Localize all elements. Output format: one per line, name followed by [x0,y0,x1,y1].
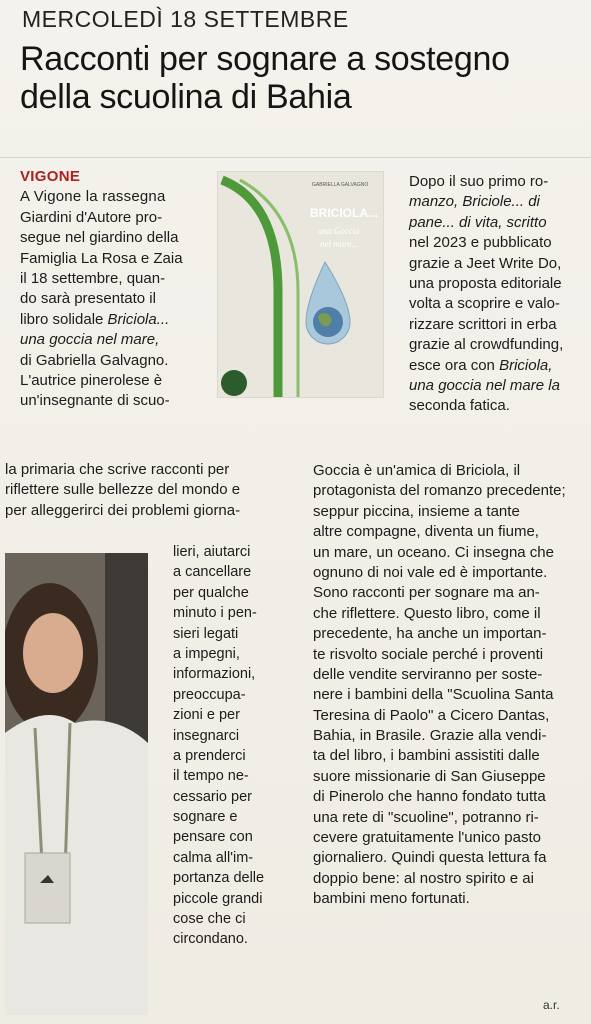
text-line: suore missionarie di San Giuseppe [313,767,546,785]
article-narrow-column [173,542,264,950]
text-line: seppur piccina, insieme a tante [313,502,520,520]
text-line: delle vendite serviranno per soste- [313,665,543,683]
text-line: una proposta editoriale [409,274,562,292]
text-line: preoccupa- [173,686,246,703]
text-line: cevere gratuitamente l'unico pasto [313,829,541,847]
text-line: un'insegnante di scuo- [20,392,170,410]
text-line: pane... di vita, scritto [409,213,547,231]
text-line: nere i bambini della "Scuolina Santa [313,686,554,704]
text-line: piccole grandi [173,890,263,907]
text-line: esce ora con Briciola, [409,356,553,374]
text-line: una goccia nel mare, [20,331,160,349]
text-line: cose che ci [173,911,246,928]
dateline: MERCOLEDÌ 18 SETTEMBRE [22,6,349,32]
text-line: la primaria che scrive racconti per [5,461,230,478]
text-line: calma all'im- [173,849,254,866]
author-initials: a.r. [543,998,560,1012]
text-line: volta a scoprire e valo- [409,295,560,313]
book-cover-illustration [218,172,383,397]
text-line: un mare, un oceano. Ci insegna che [313,543,554,561]
text-line: una goccia nel mare la [409,376,560,394]
text-line: lieri, aiutarci [173,544,251,560]
text-line: il 18 settembre, quan- [20,269,166,287]
text-line: Bahia, in Brasile. Grazie alla vendi- [313,727,547,745]
text-line: rizzare scrittori in erba [409,315,557,333]
text-line: informazioni, [173,666,256,683]
text-line: seconda fatica. [409,397,510,415]
text-line: ognuno di noi vale ed è importante. [313,563,548,581]
text-line: cessario per [173,788,252,805]
text-line: Famiglia La Rosa e Zaia [20,249,183,267]
text-line: ta del libro, i bambini assistiti dalle [313,747,540,765]
header-divider [0,157,591,158]
text-line: L'autrice pinerolese è [20,371,163,389]
author-photo-illustration [5,553,148,1015]
text-line: protagonista del romanzo precedente; [313,482,566,500]
book-author: GABRIELLA GALVAGNO [312,182,369,188]
text-line: Giardini d'Autore pro- [20,208,163,226]
text-line: altre compagne, diventa un fiume, [313,523,539,541]
text-line: Dopo il suo primo ro- [409,173,549,190]
text-line: per alleggerirci dei problemi giorna- [5,501,241,519]
text-line: doppio bene: al nostro spirito e ai [313,869,534,887]
text-line: il tempo ne- [173,768,249,785]
text-line: sognare e [173,809,238,826]
text-line: precedente, ha anche un importan- [313,625,547,643]
text-line: Teresina di Paolo" a Cicero Dantas, [313,706,550,724]
text-line: do sarà presentato il [20,290,156,308]
text-line: te risvolto sociale perché i proventi [313,645,544,663]
text-line: bambini meno fortunati. [313,890,470,908]
article-wide-lines [5,460,240,521]
text-line: pensare con [173,829,253,846]
book-cover-image [218,172,383,397]
text-line: circondano. [173,931,248,948]
article-column-1 [20,167,183,412]
text-line: a impegni, [173,645,240,662]
headline-line-2: della scuolina di Bahia [20,78,352,116]
text-line: libro solidale Briciola... [20,310,170,328]
kicker-location: VIGONE [20,168,81,185]
text-line: Goccia è un'amica di Briciola, il [313,462,521,479]
text-line: che riflettere. Questo libro, come il [313,604,541,622]
text-line: una rete di "scuoline", potranno ri- [313,808,539,826]
book-title-3: nel mare... [320,239,359,249]
text-line: manzo, Briciole... di [409,193,540,211]
article-column-right [313,461,566,910]
text-line: portanza delle [173,870,265,887]
text-line: Sono racconti per sognare ma an- [313,584,540,602]
article-column-3 [409,172,563,417]
text-line: segue nel giardino della [20,229,179,247]
text-line: grazie a Jeet Write Do, [409,254,562,272]
book-title-1: BRICIOLA... [310,206,378,220]
text-line: nel 2023 e pubblicato [409,234,552,252]
article-headline [20,40,580,116]
text-line: di Gabriella Galvagno. [20,351,169,369]
text-line: minuto i pen- [173,605,257,622]
text-line: A Vigone la rassegna [20,188,166,206]
text-line: riflettere sulle bellezze del mondo e [5,481,241,499]
text-line: a cancellare [173,564,252,581]
text-line: di Pinerolo che hanno fondato tutta [313,788,546,806]
text-line: grazie al crowdfunding, [409,336,564,354]
book-title-2: una Goccia [318,226,360,236]
text-line: sieri legati [173,625,239,642]
author-photo [5,553,148,1015]
text-line: insegnarci [173,727,240,744]
text-line: zioni e per [173,707,240,724]
headline-line-1: Racconti per sognare a sostegno [20,40,510,78]
text-line: per qualche [173,584,249,601]
text-line: giornaliero. Quindi questa lettura fa [313,849,547,867]
text-line: a prenderci [173,747,246,764]
